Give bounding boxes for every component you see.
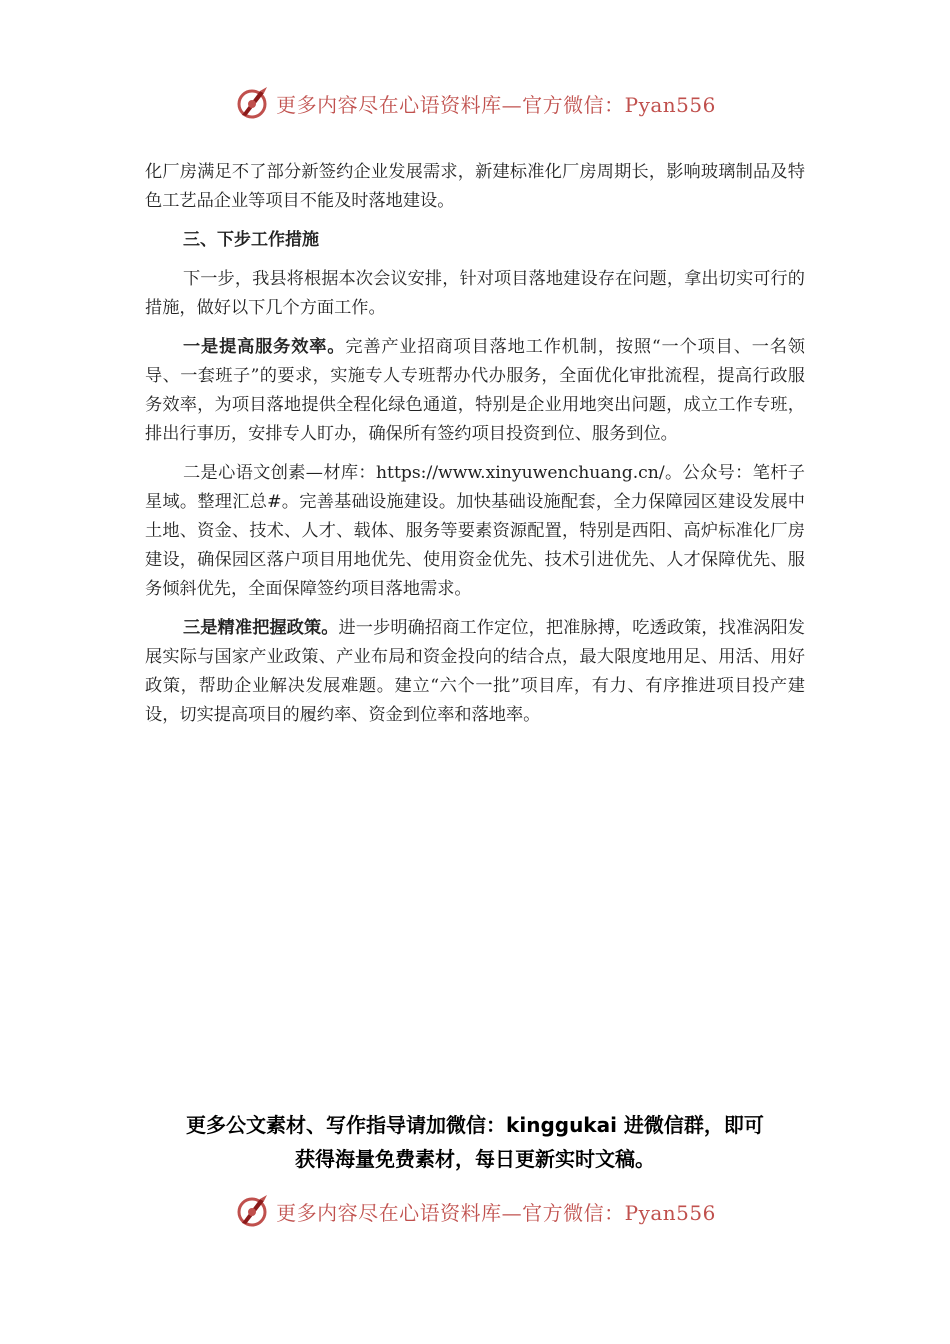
- footer-promo-line-2: 获得海量免费素材，每日更新实时文稿。: [295, 1147, 655, 1171]
- measure-1-lead: 一是提高服务效率。: [183, 337, 346, 357]
- header-banner-inner: [234, 85, 716, 121]
- measure-1-text: 完善产业招商项目落地工作机制，按照“一个项目、一名领导、一套班子”的要求，实施专人专班帮办代办服务，全面优化审批流程，提高行政服务效率，为项目落地提供全程化绿色通道，特别是企业用地突出问题，成立工作专班，排出行事历，安排专人盯办，确保所有签约项目投资到位、服务到位。: [145, 337, 805, 444]
- quill-logo-icon: [234, 85, 270, 121]
- footer-banner-inner: [234, 1193, 716, 1229]
- header-banner-label: 更多内容尽在心语资料库—官方微信：: [276, 92, 625, 117]
- paragraph-measure-3: [145, 614, 805, 730]
- paragraph-intro: 下一步，我县将根据本次会议安排，针对项目落地建设存在问题，拿出切实可行的措施，做好以下几个方面工作。: [145, 269, 805, 318]
- footer-banner: [0, 1186, 950, 1236]
- paragraph-measure-2: 二是心语文创素—材库：https://www.xinyuwenchuang.cn/。公众号：笔杆子星域。整理汇总#。完善基础设施建设。加快基础设施配套，全力保障园区建设发展中土地、资金、技术、人才、载体、服务等要素资源配置，特别是西阳、高炉标准化厂房建设，确保园区落户项目用地优先、使用资金优先、技术引进优先、人才保障优先、服务倾斜优先，全面保障签约项目落地需求。: [145, 463, 805, 599]
- header-wechat-id: Pyan556: [624, 92, 716, 117]
- quill-logo-icon: [234, 1193, 270, 1229]
- paragraph-continued: 化厂房满足不了部分新签约企业发展需求，新建标准化厂房周期长，影响玻璃制品及特色工艺品企业等项目不能及时落地建设。: [145, 162, 805, 211]
- footer-promo-note: [0, 1108, 950, 1176]
- footer-banner-text: [276, 1197, 716, 1226]
- document-body: [145, 158, 805, 740]
- header-banner-text: [276, 89, 716, 118]
- header-banner: [0, 78, 950, 128]
- paragraph-measure-1: [145, 333, 805, 449]
- footer-wechat-id: Pyan556: [624, 1200, 716, 1225]
- measure-3-text: 进一步明确招商工作定位，把准脉搏，吃透政策，找准涡阳发展实际与国家产业政策、产业布局和资金投向的结合点，最大限度地用足、用活、用好政策，帮助企业解决发展难题。建立“六个一批”项目库，有力、有序推进项目投产建设，切实提高项目的履约率、资金到位率和落地率。: [145, 618, 805, 725]
- footer-banner-label: 更多内容尽在心语资料库—官方微信：: [276, 1200, 625, 1225]
- footer-promo-line-1: 更多公文素材、写作指导请加微信：kinggukai 进微信群，即可: [186, 1113, 764, 1137]
- section-heading: 三、下步工作措施: [183, 230, 319, 250]
- measure-3-lead: 三是精准把握政策。: [183, 618, 339, 638]
